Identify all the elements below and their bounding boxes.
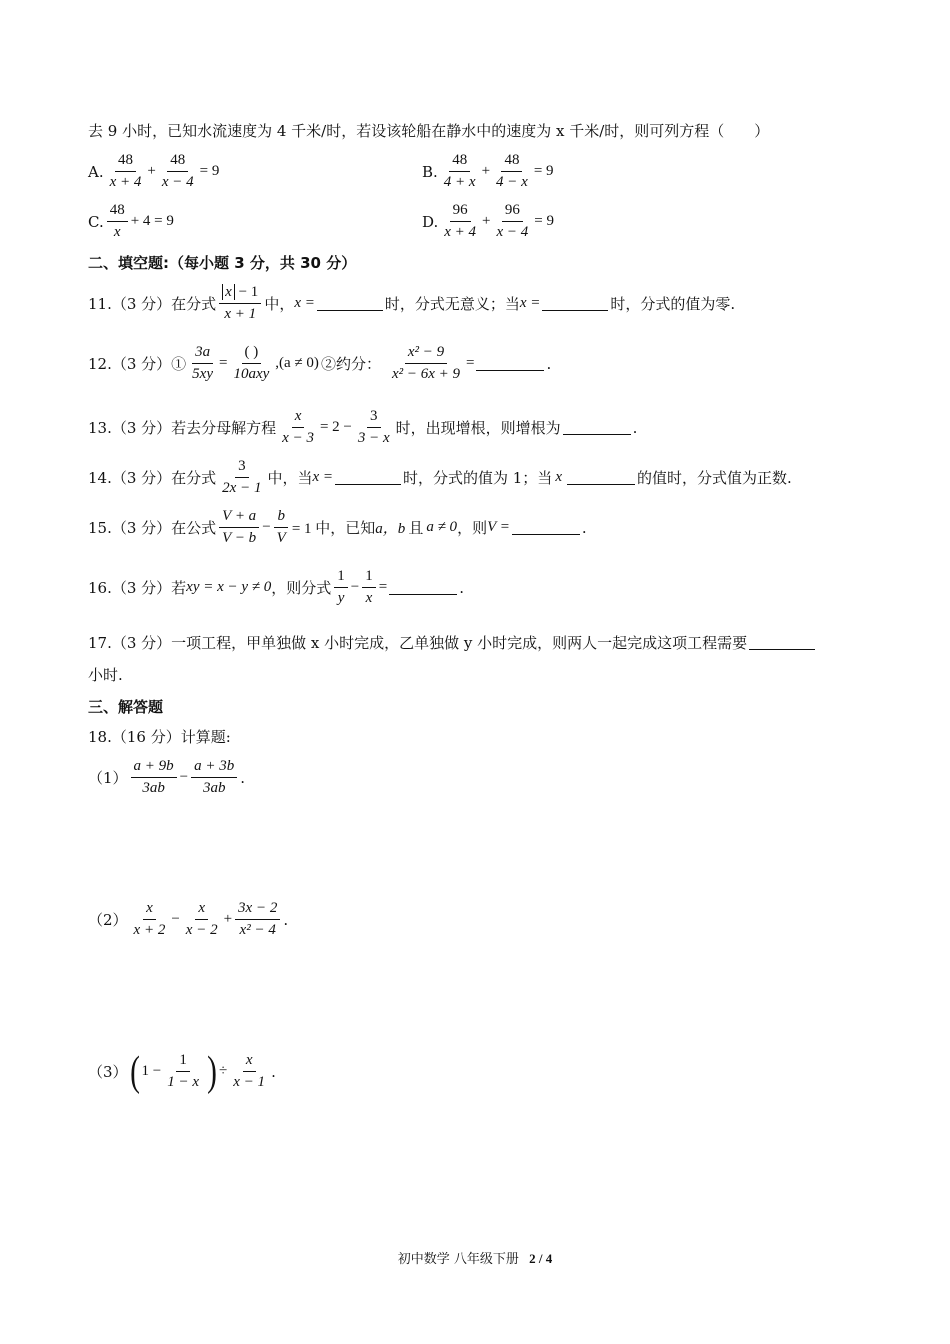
q12-prefix: 12.（3 分）①	[88, 355, 187, 373]
fraction	[219, 506, 259, 549]
numerator: x	[143, 898, 156, 920]
q13-tail: .	[632, 418, 638, 437]
q15-v-eq: V =	[487, 519, 510, 535]
section-3-text: 三、解答题	[88, 698, 164, 716]
q17-text1: 17.（3 分）一项工程，甲单独做 x 小时完成，乙单独做 y 小时完成，则两人一起完成这项工程需要	[88, 634, 748, 652]
denominator: 4 − x	[496, 174, 528, 190]
numerator: 1	[334, 566, 348, 588]
equation-rhs: = 9	[533, 163, 554, 179]
q13-text: 时，出现增根，则增根为	[395, 419, 561, 437]
q14-x-eq: x =	[312, 469, 333, 485]
q16-cond: xy = x − y ≠ 0	[186, 579, 272, 595]
q10-option-d[interactable]: D. $\frac{96}{x + 4}$ + $\frac{96}{x - 4}$ = 9	[422, 200, 554, 243]
numerator: x	[195, 898, 208, 920]
numerator: 1	[362, 566, 376, 588]
q10-option-a[interactable]: A. $\frac{48}{x + 4}$ + $\frac{48}{x - 4}$ = 9	[88, 150, 219, 193]
denominator: x² − 4	[239, 922, 276, 938]
denominator: x² − 6x + 9	[391, 366, 461, 382]
equation-rhs: = 9	[534, 213, 555, 229]
q15-vars: a，b	[375, 521, 406, 537]
numerator: 1	[176, 1050, 190, 1072]
q15-text: 且	[408, 519, 424, 537]
divide: ÷	[219, 1063, 228, 1079]
q11	[88, 282, 735, 325]
q14-prefix: 14.（3 分）在分式	[88, 469, 217, 487]
fraction	[279, 406, 317, 449]
equals: =	[219, 355, 228, 371]
numerator: 48	[167, 150, 188, 172]
equation-rhs: + 4 = 9	[130, 213, 174, 229]
numerator-rest: − 1	[234, 284, 259, 300]
fraction	[494, 200, 532, 243]
option-letter: A.	[88, 162, 104, 181]
numerator: 3	[235, 456, 249, 478]
fraction	[159, 150, 197, 193]
q16-text: ，则分式	[271, 579, 332, 597]
q11-text2: 时，分式的值为零.	[610, 295, 736, 313]
right-paren: )	[207, 1048, 217, 1095]
page-footer	[0, 1248, 950, 1267]
q18-part3	[88, 1050, 276, 1093]
denominator: x − 4	[496, 224, 529, 240]
q11-text1: 时，分式无意义；当	[384, 295, 520, 313]
q10-stem	[88, 120, 769, 141]
minus: −	[350, 579, 360, 595]
minus: −	[179, 769, 189, 785]
q14-text1: 中，当	[267, 469, 313, 487]
denominator: 3ab	[142, 780, 165, 796]
fraction	[334, 566, 348, 609]
denominator: x + 2	[133, 922, 166, 938]
fraction	[362, 566, 376, 609]
part-label: （1）	[88, 769, 128, 787]
minus: −	[171, 911, 180, 927]
footer-text: 初中数学 八年级下册	[397, 1252, 519, 1267]
option-letter: D.	[422, 212, 439, 231]
fraction	[164, 1050, 202, 1093]
q15	[88, 506, 587, 549]
numerator: 48	[107, 200, 128, 222]
part-tail: .	[271, 1062, 276, 1081]
denominator: x − 1	[233, 1074, 266, 1090]
denominator: y	[337, 590, 345, 606]
q13-mid: = 2 −	[319, 419, 352, 435]
q13-prefix: 13.（3 分）若去分母解方程	[88, 419, 277, 437]
condition: ,(a ≠ 0)	[275, 355, 319, 371]
fraction	[219, 456, 264, 499]
answer-blank[interactable]	[749, 635, 815, 650]
q14	[88, 456, 792, 499]
q10-option-b[interactable]: B. $\frac{48}{4 + x}$ + $\frac{48}{4 - x}$ = 9	[422, 150, 554, 193]
numerator: x² − 9	[405, 342, 447, 364]
numerator: x	[243, 1050, 256, 1072]
q12-text2: ②约分：	[320, 355, 381, 373]
denominator: x − 2	[185, 922, 218, 938]
section-3-heading	[88, 696, 163, 717]
part-tail: .	[283, 910, 289, 929]
fraction	[441, 200, 479, 243]
numerator: 3x − 2	[235, 898, 280, 920]
one-minus: 1 −	[141, 1063, 162, 1079]
numerator: 48	[115, 150, 136, 172]
q10-stem-text: 去 9 小时，已知水流速度为 4 千米/时，若设该轮船在静水中的速度为 x 千米/时，则可列方程（ ）	[88, 122, 770, 140]
q14-text2: 时，分式的值为 1；当	[403, 469, 553, 487]
section-2-text: 二、填空题:（每小题 3 分，共 30 分）	[88, 254, 357, 272]
answer-blank[interactable]	[563, 420, 631, 435]
section-2-heading	[88, 252, 356, 273]
part-label: （2）	[88, 911, 128, 929]
fraction	[107, 150, 145, 193]
denominator: 1 − x	[167, 1074, 200, 1090]
answer-blank[interactable]	[567, 470, 635, 485]
denominator: 4 + x	[443, 174, 476, 190]
numerator: 96	[450, 200, 471, 222]
denominator: V − b	[222, 530, 257, 546]
denominator: x + 4	[444, 224, 477, 240]
plus: +	[223, 911, 233, 927]
part-label: （3）	[88, 1063, 128, 1081]
fraction	[441, 150, 479, 193]
answer-blank[interactable]	[542, 296, 608, 311]
q18-title	[88, 726, 231, 747]
option-letter: B.	[422, 162, 438, 181]
q17-text2: 小时.	[88, 666, 123, 684]
q18-part1	[88, 756, 245, 799]
part-tail: .	[240, 768, 246, 787]
numerator: 3	[367, 406, 381, 428]
q15-mid: = 1 中，已知	[291, 521, 376, 537]
q11-prefix: 11.（3 分）在分式	[88, 295, 217, 313]
fraction	[131, 756, 177, 799]
q18-part2	[88, 898, 288, 941]
q14-x: x	[555, 469, 562, 485]
numerator: 96	[502, 200, 523, 222]
denominator: 5xy	[192, 366, 213, 382]
page-number: 2 / 4	[529, 1251, 553, 1266]
q12: 12.（3 分）① $\frac{3a}{5xy}$ = $\frac{( )}{\text{10axy}}$ ,(a ≠ 0) ②约分： $\frac{\text{x² − 9}}{\text{x² − 6x + 9}}$ = .	[88, 342, 551, 385]
minus: −	[262, 519, 271, 535]
q16	[88, 566, 464, 609]
q16-tail: .	[459, 578, 465, 597]
answer-blank[interactable]	[512, 520, 580, 535]
numerator: b	[274, 506, 288, 528]
denominator: 2x − 1	[222, 480, 262, 496]
answer-blank[interactable]	[389, 580, 457, 595]
fraction	[107, 200, 128, 243]
answer-blank-numerator[interactable]: ( )	[242, 342, 262, 364]
fraction	[493, 150, 531, 193]
fraction	[191, 756, 237, 799]
fraction	[131, 898, 169, 941]
numerator: a + 9b	[131, 756, 177, 778]
denominator: x − 4	[161, 174, 194, 190]
left-paren: (	[129, 1048, 140, 1095]
q17-line1	[88, 632, 817, 653]
numerator: 48	[501, 150, 522, 172]
fraction	[355, 406, 393, 449]
denominator: 3 − x	[357, 430, 390, 446]
q15-tail: .	[581, 518, 587, 537]
fraction	[389, 342, 463, 385]
numerator: a + 3b	[191, 756, 237, 778]
numerator: V + a	[219, 506, 259, 528]
abs-value: x	[222, 284, 235, 300]
denominator: x + 4	[109, 174, 142, 190]
denominator: 3ab	[202, 780, 226, 796]
numerator: x	[292, 406, 305, 428]
q14-text3: 的值时，分式值为正数.	[636, 469, 792, 487]
q15-text2: ，则	[457, 519, 488, 537]
fraction	[189, 342, 216, 385]
numerator: 3a	[192, 342, 213, 364]
fraction	[235, 898, 280, 941]
denominator: V	[276, 530, 286, 546]
q15-prefix: 15.（3 分）在公式	[88, 519, 217, 537]
fraction	[230, 342, 272, 385]
q17-line2	[88, 664, 123, 685]
denominator: x − 3	[282, 430, 314, 446]
fraction	[183, 898, 221, 941]
numerator: 48	[449, 150, 470, 172]
q11-x-eq2: x =	[519, 295, 541, 311]
fraction	[274, 506, 289, 549]
denominator: 10axy	[233, 366, 270, 382]
denominator: x + 1	[224, 306, 257, 322]
q16-prefix: 16.（3 分）若	[88, 579, 187, 597]
denominator: x	[365, 590, 373, 606]
fraction	[230, 1050, 268, 1093]
equation-rhs: = 9	[199, 163, 220, 179]
q15-cond: a ≠ 0	[426, 519, 458, 535]
q11-x-eq: x =	[294, 295, 315, 311]
equals: =	[378, 579, 388, 595]
q11-mid: 中，	[264, 295, 295, 313]
answer-blank[interactable]	[476, 356, 544, 371]
q18-title-text: 18.（16 分）计算题:	[88, 728, 231, 746]
option-letter: C.	[88, 212, 104, 231]
q13	[88, 406, 637, 449]
answer-blank[interactable]	[335, 470, 401, 485]
denominator: x	[113, 224, 121, 240]
answer-blank[interactable]	[317, 296, 383, 311]
fraction	[219, 282, 261, 325]
q12-tail: .	[546, 354, 552, 373]
q10-option-c[interactable]	[88, 200, 174, 243]
